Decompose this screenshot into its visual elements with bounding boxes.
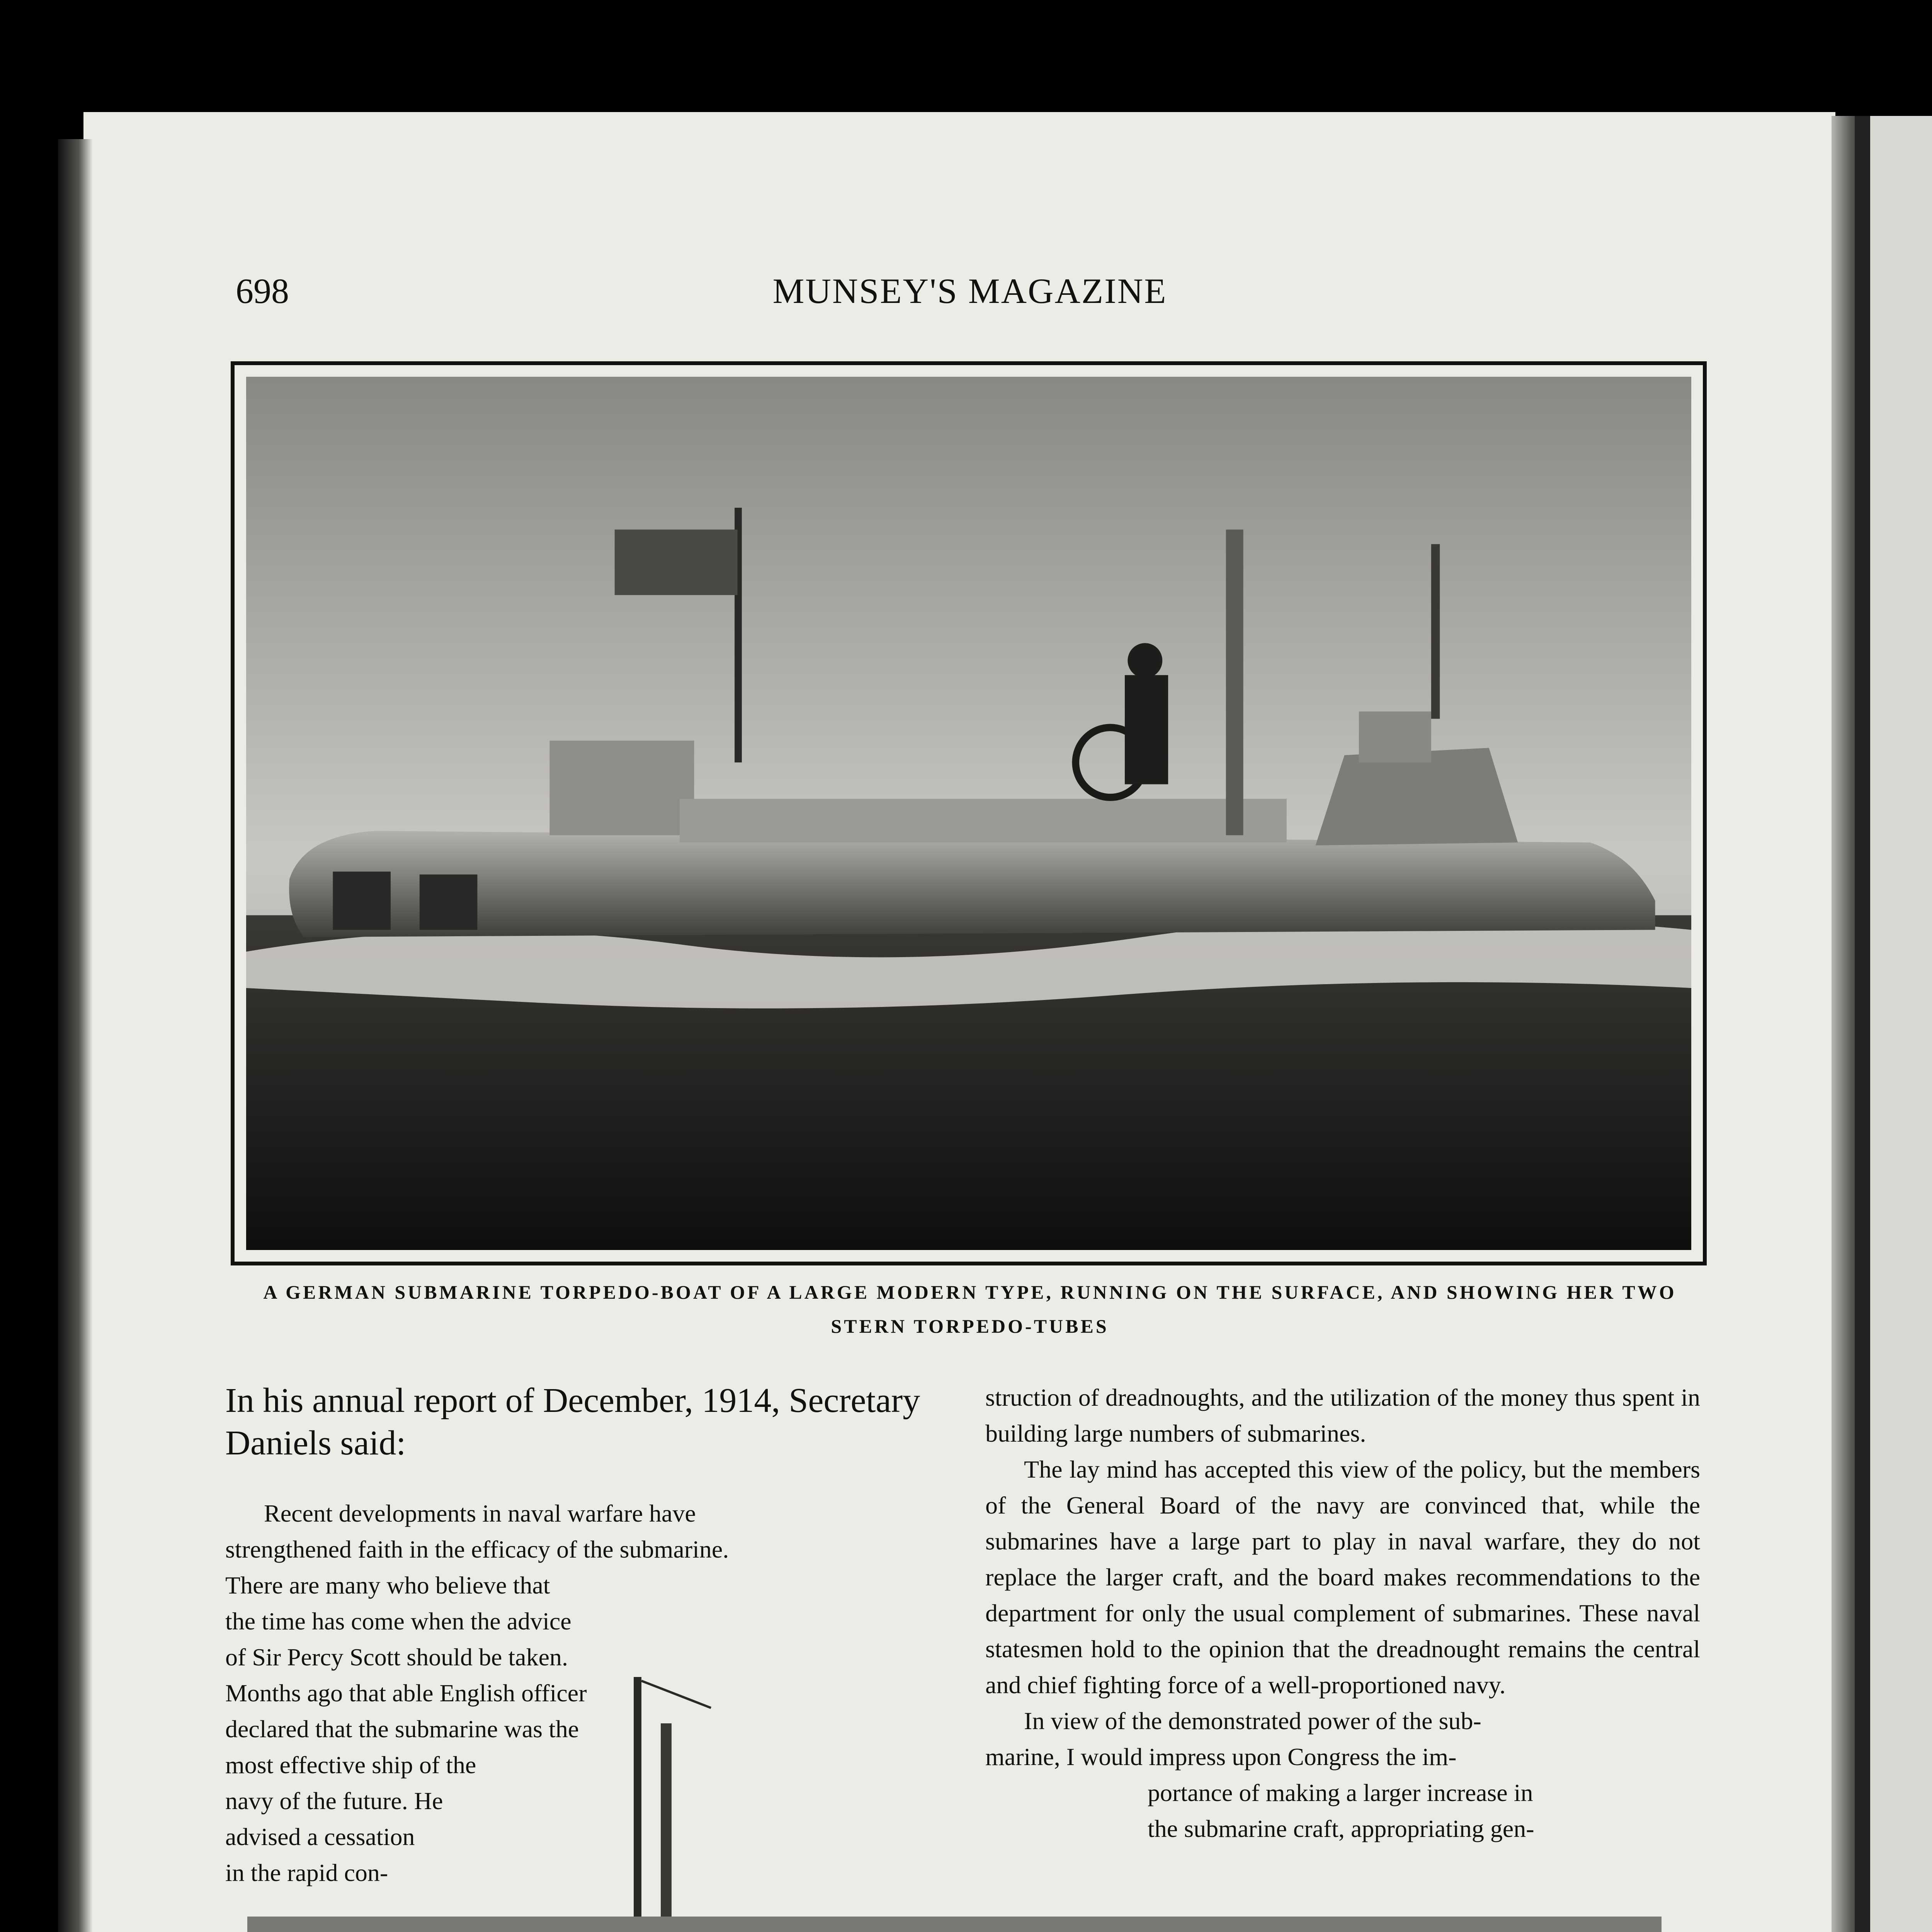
text-line: in the rapid con- <box>225 1859 388 1886</box>
page-number: 698 <box>236 271 289 311</box>
submarine-conning-tower <box>270 1615 1121 1932</box>
text-line: most effective ship of the <box>225 1751 476 1779</box>
lead-paragraph: In his annual report of December, 1914, Secretary Daniels said: <box>225 1381 920 1462</box>
page-gutter <box>58 139 93 1932</box>
text-line: portance of making a larger increase in <box>1148 1779 1533 1806</box>
paragraph: struction of dreadnoughts, and the utilization of the money thus spent in building large numbers of submarines. <box>985 1384 1700 1447</box>
text-line: navy of the future. He <box>225 1787 443 1815</box>
text-line: marine, I would impress upon Congress the im- <box>985 1743 1457 1770</box>
text-line: declared that the submarine was the <box>225 1715 579 1743</box>
text-line: Months ago that able English officer <box>225 1679 587 1707</box>
page-header <box>236 270 1704 317</box>
text-line: In view of the demonstrated power of the sub- <box>1024 1707 1481 1735</box>
photo-1-caption: A GERMAN SUBMARINE TORPEDO-BOAT OF A LARGE MODERN TYPE, RUNNING ON THE SURFACE, AND SHOWING HER TWO STERN TORPEDO-TUBES <box>263 1281 1677 1337</box>
text-line: advised a cessation <box>225 1823 415 1850</box>
text-line: strengthened faith in the efficacy of the submarine. <box>225 1536 729 1563</box>
paragraph: The lay mind has accepted this view of the policy, but the members of the General Board of the navy are convinced that, while the submarines have a large part to play in naval warfare, they do not replace the larger craft, and the board makes recommendations to the department for only the usual complement of submarines. These naval statesmen hold to the opinion that the dreadnought remains the central and chief fighting force of a well-proportioned navy. <box>985 1456 1700 1699</box>
magazine-title: MUNSEY'S MAGAZINE <box>772 271 1167 311</box>
american-submarine-photo <box>247 1917 1662 1932</box>
text-line: of Sir Percy Scott should be taken. <box>225 1643 568 1671</box>
text-line: the time has come when the advice <box>225 1607 571 1635</box>
text-line: the submarine craft, appropriating gen- <box>1148 1815 1534 1842</box>
text-line: There are many who believe that <box>225 1571 550 1599</box>
german-submarine-photo <box>231 361 1707 1265</box>
text-line: Recent developments in naval warfare have <box>264 1500 696 1527</box>
next-page-edge <box>1855 116 1932 1932</box>
